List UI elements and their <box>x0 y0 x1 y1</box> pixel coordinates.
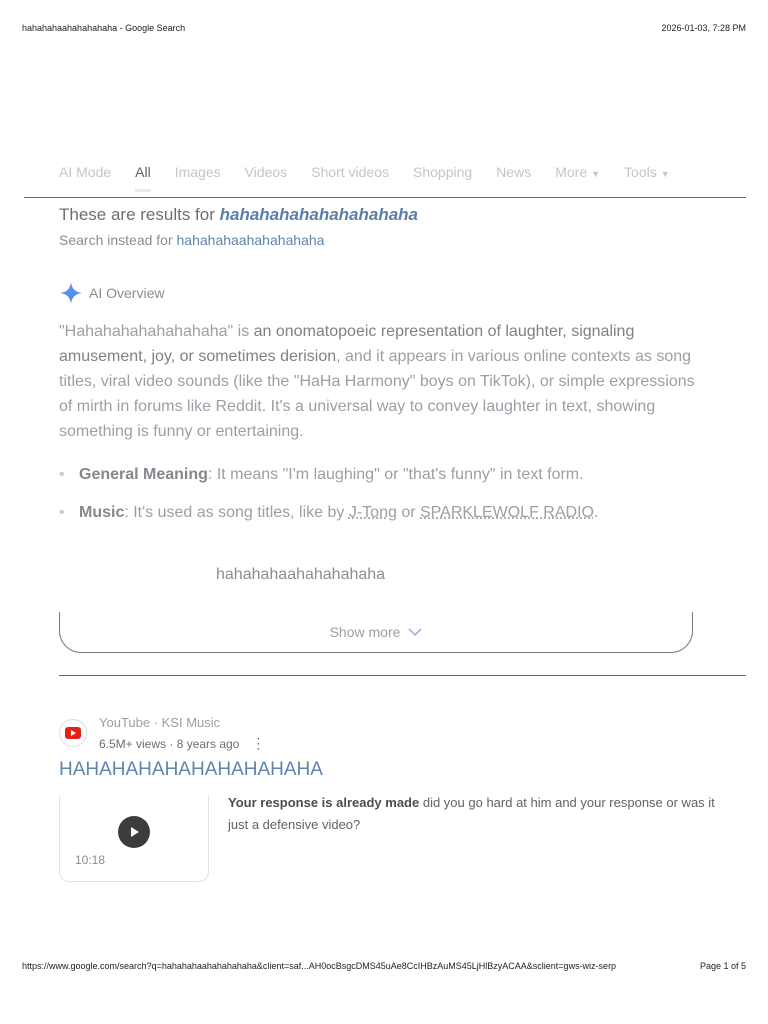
spelling-correction <box>59 205 418 225</box>
show-more-label: Show more <box>329 624 401 640</box>
bullet-text: : It means "I'm laughing" or "that's funny" in text form. <box>207 466 584 483</box>
section-divider <box>59 675 746 676</box>
play-icon <box>118 816 150 848</box>
ai-text-part: "Hahahahahahahahaha" is <box>59 323 254 340</box>
ai-bullet <box>59 504 598 522</box>
tab-ai-mode[interactable]: AI Mode <box>59 164 112 180</box>
bullet-dot: • <box>59 466 65 483</box>
tab-images[interactable]: Images <box>174 164 221 180</box>
sparkle-icon <box>59 281 83 305</box>
bullet-dot: • <box>59 504 65 521</box>
print-url: https://www.google.com/search?q=hahahahaahahahahaha&client=saf...AH0ocBsgcDMS45uAe8CcIHBzAuMS45LjHlBzyACAA&sclient=gws-wiz-serp <box>22 961 617 971</box>
tab-tools-label: Tools <box>624 164 657 180</box>
more-vert-icon[interactable]: ⋮ <box>251 735 266 751</box>
snippet-bold: Your response is already made <box>228 795 420 810</box>
bullet-text: : It's used as song titles, like by <box>124 504 349 521</box>
video-duration: 10:18 <box>75 853 106 867</box>
ai-overview-header <box>59 281 164 305</box>
link-j-tong[interactable]: J-Tong <box>348 504 397 521</box>
ai-text-part: , and it appears in various online contexts as song titles, viral video sounds (like the "HaHa Harmony" boys on TikTok), or simple expressions of mirth in forums like Reddit. It's a universal way to convey laughter in text, showing something is funny or entertaining. <box>59 348 695 440</box>
bullet-term: General Meaning <box>79 466 208 483</box>
tabs-divider <box>24 197 746 198</box>
query-echo: hahahahaahahahahaha <box>216 566 386 583</box>
result-snippet <box>228 792 718 836</box>
corrected-query-link[interactable]: hahahahahahahahahaha <box>219 205 419 224</box>
ai-overview-text <box>59 319 699 444</box>
caret-down-icon: ▼ <box>660 169 670 179</box>
chevron-down-icon <box>408 627 422 637</box>
bullet-term: Music <box>79 504 125 521</box>
caret-down-icon: ▼ <box>591 169 601 179</box>
ai-overview-heading: AI Overview <box>89 285 165 301</box>
link-sparklewolf-radio[interactable]: SPARKLEWOLF RADIO <box>420 504 594 521</box>
correction-prefix: These are results for <box>59 205 220 224</box>
tab-tools[interactable] <box>624 164 670 192</box>
search-instead <box>59 232 324 248</box>
result-views: 6.5M+ views · 8 years ago <box>99 736 240 751</box>
print-page-number: Page 1 of 5 <box>699 961 746 971</box>
ai-bullet <box>59 466 584 484</box>
tab-more-label: More <box>555 164 588 180</box>
tab-short-videos[interactable]: Short videos <box>311 164 390 180</box>
youtube-icon <box>59 719 87 747</box>
ai-text-bold: an onomatopoeic representation of laughter, signaling amusement, joy, or sometimes derision <box>59 323 635 365</box>
print-datetime: 2026-01-03, 7:28 PM <box>661 23 746 33</box>
result-source[interactable]: YouTube · KSI Music <box>99 715 221 730</box>
search-tabs <box>59 164 694 192</box>
print-title: hahahahaahahahahaha - Google Search <box>22 23 186 33</box>
tab-videos[interactable]: Videos <box>244 164 288 180</box>
original-query-link[interactable]: hahahahaahahahahaha <box>176 232 325 248</box>
print-header <box>22 23 746 33</box>
search-instead-prefix: Search instead for <box>59 232 177 248</box>
tab-shopping[interactable]: Shopping <box>413 164 473 180</box>
tab-more[interactable] <box>555 164 600 192</box>
print-footer <box>22 961 746 971</box>
tab-all[interactable]: All <box>135 164 151 192</box>
result-meta <box>99 735 265 752</box>
bullet-text: . <box>593 504 599 521</box>
bullet-text: or <box>396 504 420 521</box>
snippet-text: did you go hard at him and your response or was it just a defensive video? <box>228 795 715 832</box>
video-thumbnail[interactable] <box>59 795 209 882</box>
result-title-link[interactable]: HAHAHAHAHAHAHAHAHAHA <box>59 759 323 780</box>
show-more-button[interactable] <box>59 612 693 653</box>
tab-news[interactable]: News <box>496 164 532 180</box>
